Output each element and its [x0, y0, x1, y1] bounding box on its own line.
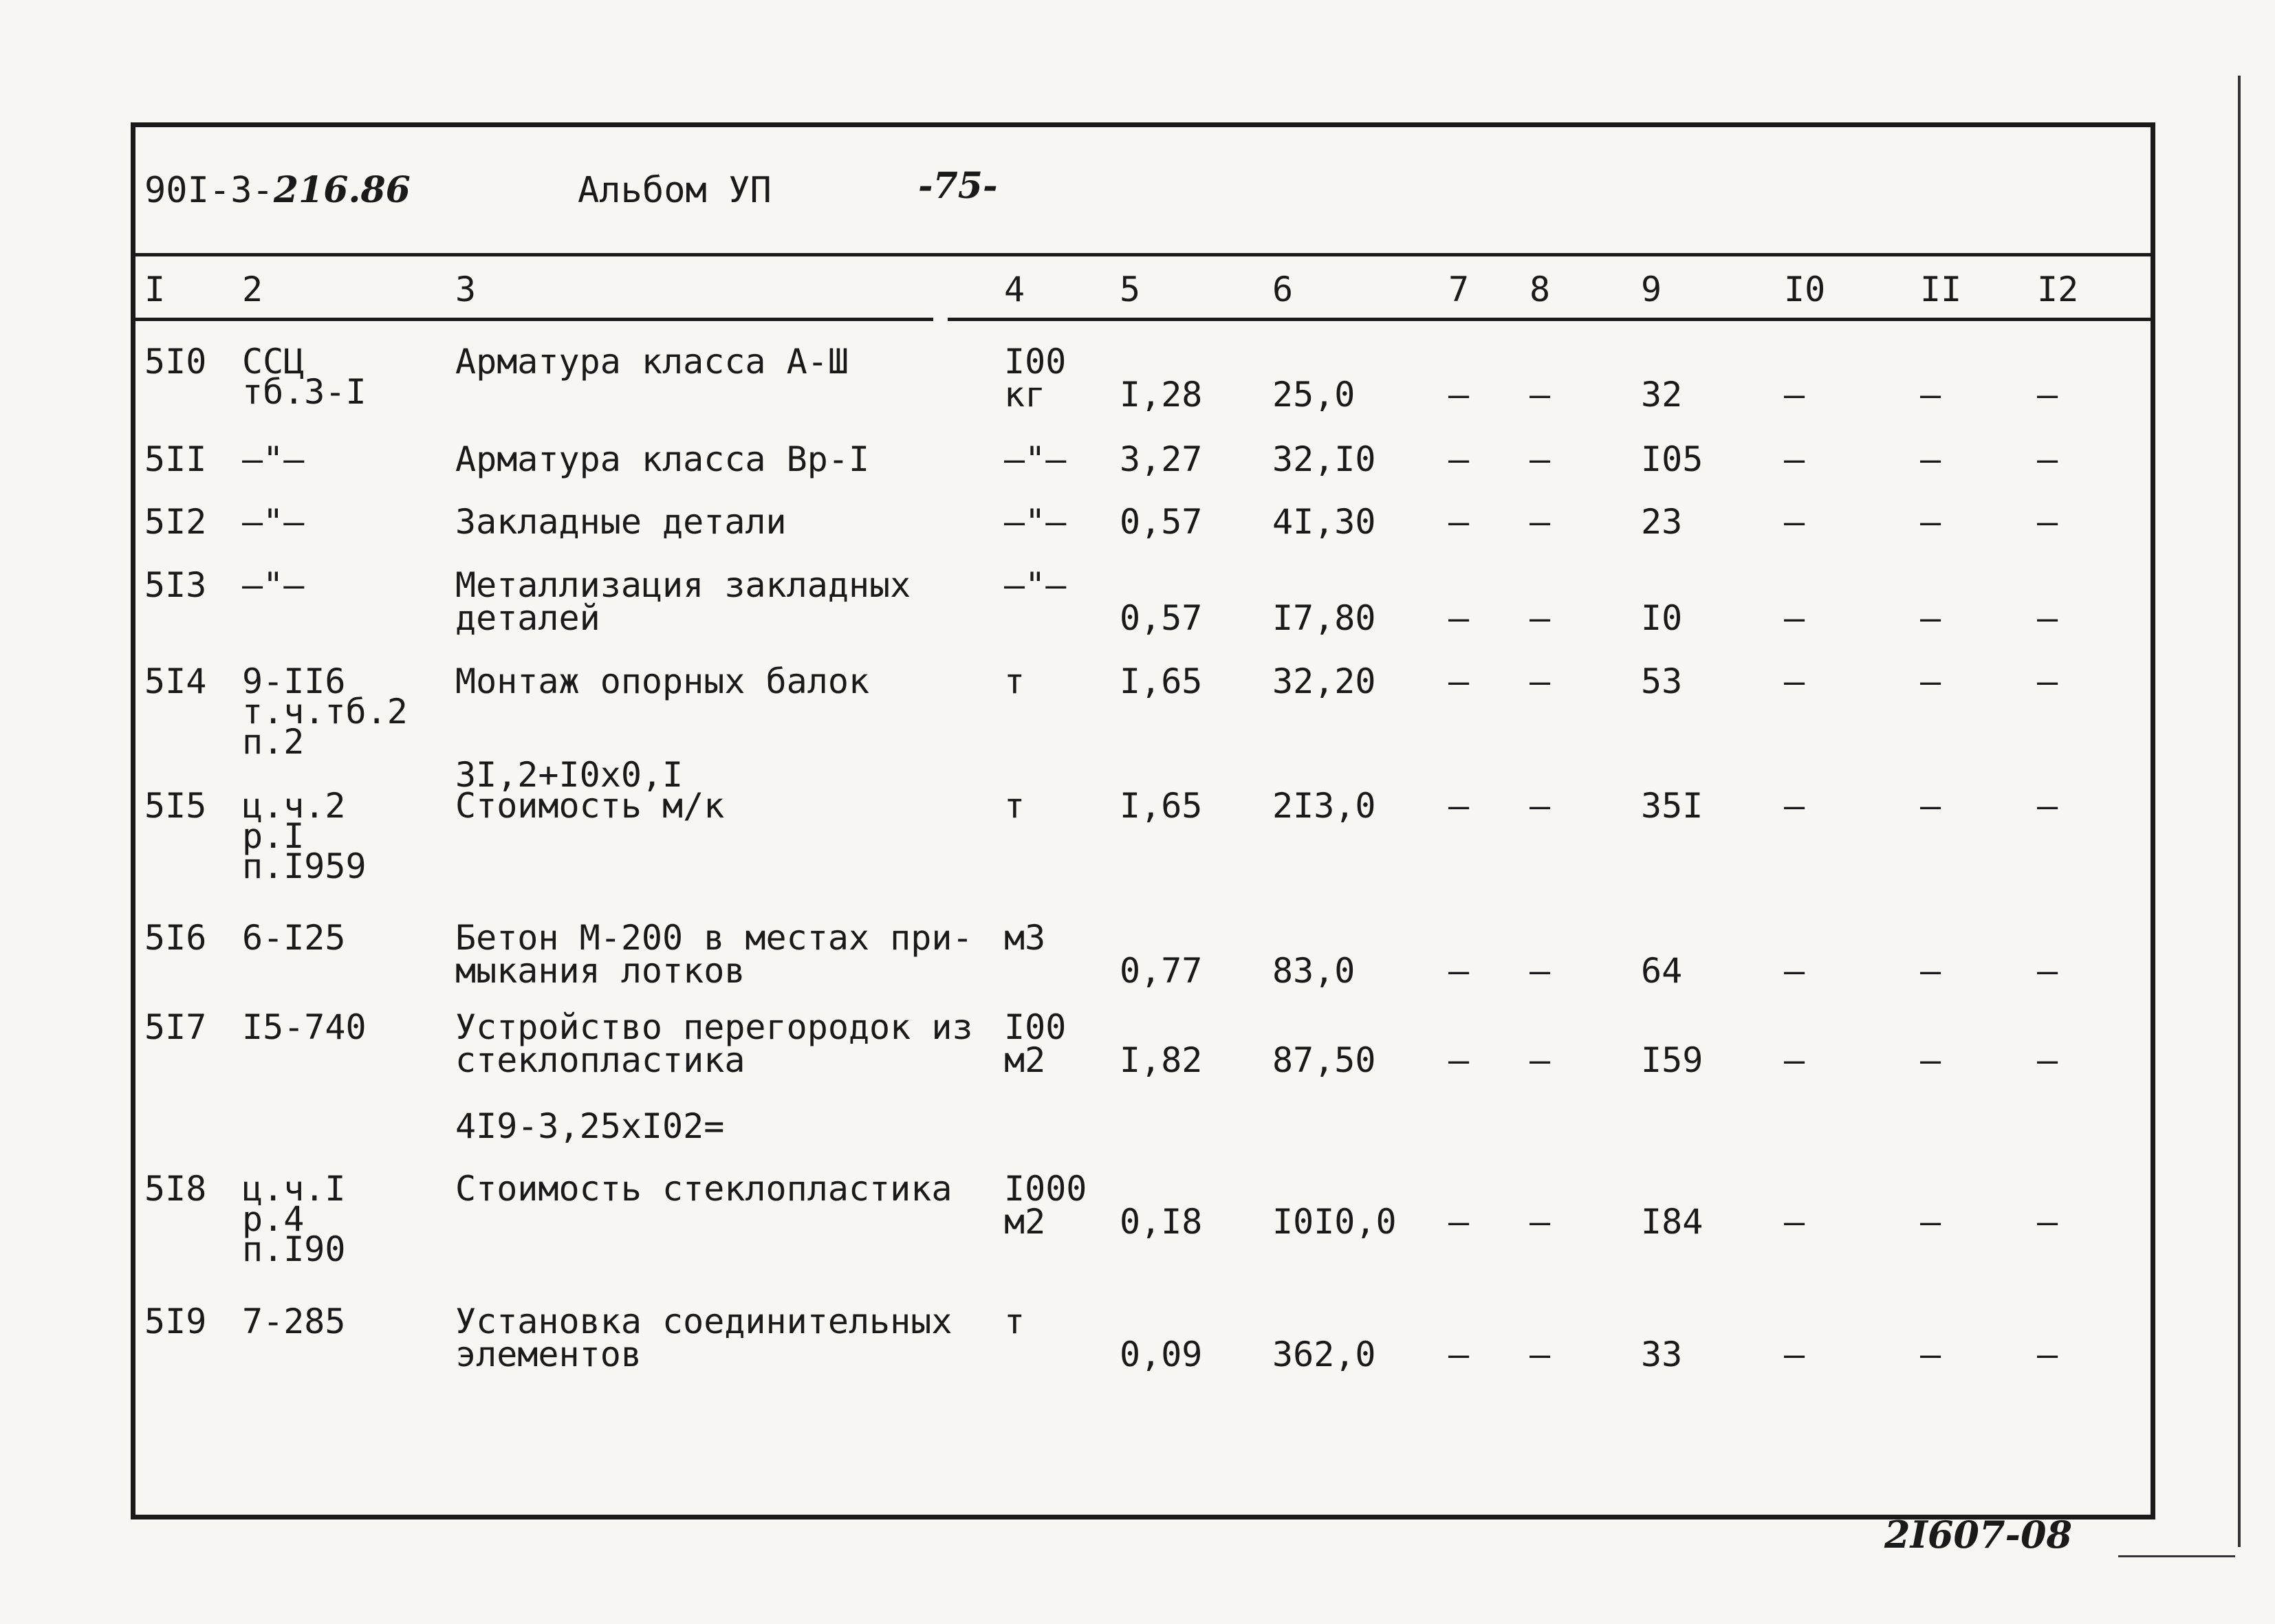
row-number: 5I7 — [144, 1007, 207, 1047]
quantity-value: 0,57 — [1120, 598, 1203, 638]
norm-reference: ц.ч.I — [242, 1169, 346, 1209]
column-11-value: – — [1920, 502, 1941, 542]
column-11-value: – — [1920, 1335, 1941, 1374]
norm-reference: –"– — [242, 565, 305, 605]
column-8-value: – — [1530, 951, 1551, 991]
column-10-value: – — [1784, 502, 1805, 542]
work-name: Установка соединительных — [455, 1302, 953, 1341]
norm-reference: р.I — [242, 816, 305, 856]
row-number: 5II — [144, 439, 207, 479]
album-label: Альбом УП — [578, 170, 772, 211]
column-10-value: – — [1784, 786, 1805, 826]
work-name: стеклопластика — [455, 1040, 745, 1080]
total-cost-value: I84 — [1641, 1202, 1703, 1242]
work-name: Устройство перегородок из — [455, 1007, 973, 1047]
column-12-value: – — [2037, 1202, 2058, 1242]
norm-reference: I5-740 — [242, 1007, 367, 1047]
total-cost-value: 64 — [1641, 951, 1683, 991]
work-name: Арматура класса А-Ш — [455, 342, 849, 382]
unit-price-value: 32,20 — [1272, 661, 1376, 701]
unit-of-measure: т — [1004, 661, 1025, 701]
column-11-value: – — [1920, 439, 1941, 479]
column-header-1: I — [144, 270, 166, 309]
column-12-value: – — [2037, 502, 2058, 542]
column-8-value: – — [1530, 598, 1551, 638]
total-cost-value: 53 — [1641, 661, 1683, 701]
column-11-value: – — [1920, 1202, 1941, 1242]
quantity-value: 0,09 — [1120, 1335, 1203, 1374]
unit-price-value: 2I3,0 — [1272, 786, 1376, 826]
column-12-value: – — [2037, 951, 2058, 991]
unit-of-measure: м2 — [1004, 1202, 1046, 1242]
unit-price-value: 83,0 — [1272, 951, 1356, 991]
column-7-value: – — [1448, 598, 1470, 638]
quantity-value: 0,I8 — [1120, 1202, 1203, 1242]
unit-price-value: 362,0 — [1272, 1335, 1376, 1374]
column-8-value: – — [1530, 786, 1551, 826]
norm-reference: т.ч.тб.2 — [242, 692, 408, 732]
column-header-10: I0 — [1784, 270, 1826, 309]
row-number: 5I3 — [144, 565, 207, 605]
column-12-value: – — [2037, 375, 2058, 415]
column-7-value: – — [1448, 1202, 1470, 1242]
norm-reference: п.I90 — [242, 1229, 346, 1269]
column-7-value: – — [1448, 1335, 1470, 1374]
column-header-2: 2 — [242, 270, 263, 309]
column-7-value: – — [1448, 1040, 1470, 1080]
header-top-rule — [135, 253, 2151, 256]
total-cost-value: 32 — [1641, 375, 1683, 415]
column-7-value: – — [1448, 502, 1470, 542]
unit-of-measure: кг — [1004, 375, 1046, 415]
unit-of-measure: т — [1004, 1302, 1025, 1341]
column-10-value: – — [1784, 1040, 1805, 1080]
unit-of-measure: –"– — [1004, 502, 1067, 542]
column-11-value: – — [1920, 1040, 1941, 1080]
unit-of-measure: –"– — [1004, 439, 1067, 479]
work-name: деталей — [455, 598, 600, 638]
column-10-value: – — [1784, 439, 1805, 479]
column-header-9: 9 — [1641, 270, 1662, 309]
norm-reference: –"– — [242, 502, 305, 542]
column-11-value: – — [1920, 661, 1941, 701]
unit-of-measure: I00 — [1004, 1007, 1067, 1047]
work-name: Металлизация закладных — [455, 565, 911, 605]
norm-reference: ц.ч.2 — [242, 786, 346, 826]
column-12-value: – — [2037, 786, 2058, 826]
unit-price-value: 87,50 — [1272, 1040, 1376, 1080]
unit-price-value: 25,0 — [1272, 375, 1356, 415]
column-10-value: – — [1784, 598, 1805, 638]
row-number: 5I4 — [144, 661, 207, 701]
unit-price-value: I7,80 — [1272, 598, 1376, 638]
column-7-value: – — [1448, 951, 1470, 991]
row-number: 5I8 — [144, 1169, 207, 1209]
row-number: 5I9 — [144, 1302, 207, 1341]
document-code — [144, 169, 411, 211]
total-cost-value: I0 — [1641, 598, 1683, 638]
column-7-value: – — [1448, 786, 1470, 826]
total-cost-value: 23 — [1641, 502, 1683, 542]
column-12-value: – — [2037, 439, 2058, 479]
column-10-value: – — [1784, 375, 1805, 415]
work-name: Стоимость стеклопластика — [455, 1169, 953, 1209]
norm-reference: 6-I25 — [242, 918, 346, 958]
column-11-value: – — [1920, 598, 1941, 638]
header-bottom-rule-right — [948, 318, 2151, 321]
row-number: 5I5 — [144, 786, 207, 826]
unit-of-measure: –"– — [1004, 565, 1067, 605]
column-header-12: I2 — [2037, 270, 2079, 309]
work-name: Стоимость м/к — [455, 786, 725, 826]
total-cost-value: I05 — [1641, 439, 1703, 479]
column-8-value: – — [1530, 1040, 1551, 1080]
norm-reference: –"– — [242, 439, 305, 479]
quantity-value: 0,57 — [1120, 502, 1203, 542]
norm-reference: ССЦ — [242, 342, 305, 382]
row-number: 5I0 — [144, 342, 207, 382]
column-12-value: – — [2037, 661, 2058, 701]
unit-of-measure: м3 — [1004, 918, 1046, 958]
inventory-stamp: 2I607-08 — [1884, 1513, 2073, 1557]
page-number: -75- — [918, 165, 998, 207]
unit-price-value: I0I0,0 — [1272, 1202, 1397, 1242]
column-8-value: – — [1530, 661, 1551, 701]
norm-reference: р.4 — [242, 1199, 305, 1239]
header-bottom-rule-left — [135, 318, 933, 321]
column-8-value: – — [1530, 1335, 1551, 1374]
document-code-handwritten: 216.86 — [273, 169, 411, 211]
quantity-value: I,28 — [1120, 375, 1203, 415]
quantity-value: 3,27 — [1120, 439, 1203, 479]
quantity-value: I,65 — [1120, 786, 1203, 826]
column-12-value: – — [2037, 598, 2058, 638]
document-code-prefix: 90I-3- — [144, 170, 274, 211]
norm-reference: п.I959 — [242, 846, 367, 886]
column-8-value: – — [1530, 439, 1551, 479]
total-cost-value: 35I — [1641, 786, 1703, 826]
quantity-value: I,82 — [1120, 1040, 1203, 1080]
column-12-value: – — [2037, 1040, 2058, 1080]
column-10-value: – — [1784, 661, 1805, 701]
work-name: Монтаж опорных балок — [455, 661, 870, 701]
quantity-formula: 3I,2+I0x0,I — [455, 755, 684, 795]
total-cost-value: I59 — [1641, 1040, 1703, 1080]
column-header-8: 8 — [1530, 270, 1551, 309]
column-7-value: – — [1448, 375, 1470, 415]
norm-reference: 7-285 — [242, 1302, 346, 1341]
quantity-value: 0,77 — [1120, 951, 1203, 991]
quantity-value: I,65 — [1120, 661, 1203, 701]
column-11-value: – — [1920, 951, 1941, 991]
column-8-value: – — [1530, 375, 1551, 415]
work-name: элементов — [455, 1335, 642, 1374]
total-cost-value: 33 — [1641, 1335, 1683, 1374]
column-header-5: 5 — [1120, 270, 1141, 309]
work-name: Арматура класса Вр-I — [455, 439, 870, 479]
column-header-3: 3 — [455, 270, 477, 309]
quantity-formula: 4I9-3,25xI02= — [455, 1106, 725, 1146]
norm-reference: тб.3-I — [242, 372, 367, 412]
norm-reference: п.2 — [242, 722, 305, 762]
column-header-6: 6 — [1272, 270, 1294, 309]
column-10-value: – — [1784, 1202, 1805, 1242]
column-11-value: – — [1920, 786, 1941, 826]
column-8-value: – — [1530, 502, 1551, 542]
work-name: мыкания лотков — [455, 951, 745, 991]
work-name: Закладные детали — [455, 502, 787, 542]
unit-of-measure: м2 — [1004, 1040, 1046, 1080]
column-11-value: – — [1920, 375, 1941, 415]
row-number: 5I6 — [144, 918, 207, 958]
column-header-7: 7 — [1448, 270, 1470, 309]
scan-edge-line — [2238, 76, 2241, 1547]
column-8-value: – — [1530, 1202, 1551, 1242]
unit-of-measure: I000 — [1004, 1169, 1087, 1209]
column-10-value: – — [1784, 951, 1805, 991]
work-name: Бетон М-200 в местах при- — [455, 918, 973, 958]
unit-price-value: 32,I0 — [1272, 439, 1376, 479]
column-header-4: 4 — [1004, 270, 1025, 309]
unit-price-value: 4I,30 — [1272, 502, 1376, 542]
unit-of-measure: I00 — [1004, 342, 1067, 382]
norm-reference: 9-II6 — [242, 661, 346, 701]
column-10-value: – — [1784, 1335, 1805, 1374]
column-header-11: II — [1920, 270, 1962, 309]
unit-of-measure: т — [1004, 786, 1025, 826]
column-7-value: – — [1448, 439, 1470, 479]
row-number: 5I2 — [144, 502, 207, 542]
stamp-underline — [2118, 1555, 2235, 1557]
column-7-value: – — [1448, 661, 1470, 701]
column-12-value: – — [2037, 1335, 2058, 1374]
